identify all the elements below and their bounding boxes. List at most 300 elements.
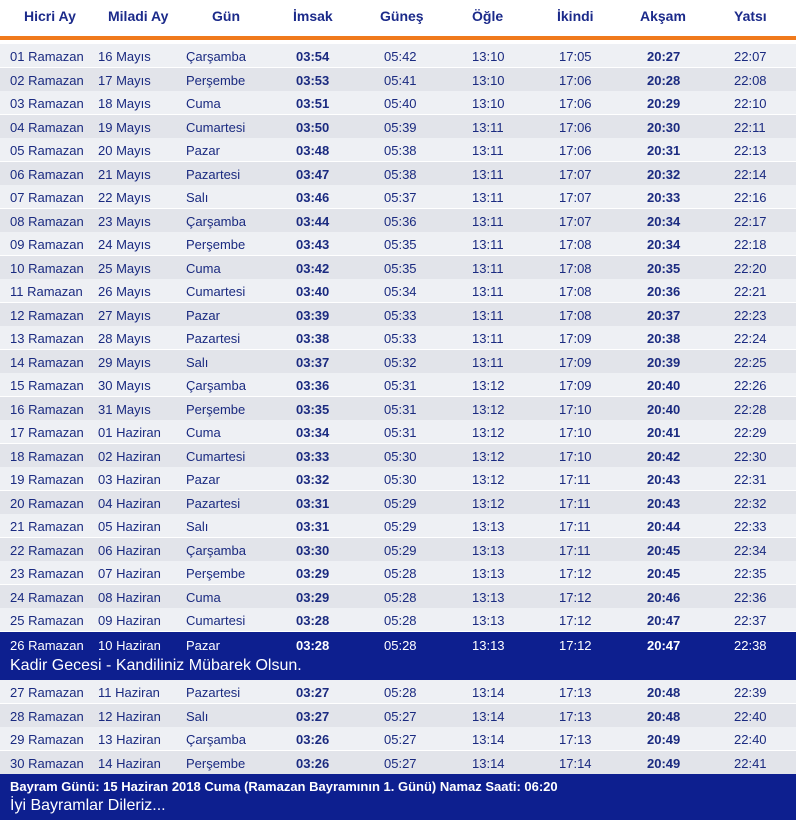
cell-hicri: 28 Ramazan — [10, 708, 84, 724]
cell-gunes: 05:41 — [384, 72, 417, 88]
cell-ogle: 13:11 — [472, 143, 504, 158]
cell-gun: Cumartesi — [186, 119, 246, 135]
cell-aksam: 20:46 — [647, 589, 681, 605]
cell-ikindi: 17:08 — [559, 237, 592, 252]
cell-imsak: 03:26 — [296, 732, 330, 747]
cell-imsak: 03:40 — [296, 284, 330, 299]
cell-miladi: 22 Mayıs — [98, 190, 151, 205]
cell-yatsi: 22:29 — [734, 425, 767, 440]
cell-ikindi: 17:12 — [559, 638, 592, 653]
cell-ogle: 13:10 — [472, 49, 505, 64]
cell-hicri: 10 Ramazan — [10, 260, 84, 276]
header-divider — [0, 36, 796, 40]
cell-yatsi: 22:20 — [734, 260, 767, 276]
cell-ikindi: 17:08 — [559, 260, 592, 276]
cell-hicri: 29 Ramazan — [10, 732, 84, 747]
table-row — [0, 491, 796, 515]
cell-imsak: 03:33 — [296, 448, 330, 464]
cell-hicri: 15 Ramazan — [10, 378, 84, 393]
cell-gun: Pazartesi — [186, 166, 241, 182]
cell-imsak: 03:31 — [296, 519, 330, 534]
cell-miladi: 17 Mayıs — [98, 72, 151, 88]
cell-imsak: 03:28 — [296, 638, 330, 653]
table-row — [0, 350, 796, 374]
cell-gun: Cumartesi — [186, 448, 246, 464]
table-row — [0, 727, 796, 751]
cell-ikindi: 17:09 — [559, 354, 592, 370]
table-row — [0, 373, 796, 397]
cell-aksam: 20:37 — [647, 307, 681, 323]
cell-yatsi: 22:14 — [734, 166, 767, 182]
cell-imsak: 03:50 — [296, 119, 330, 135]
cell-gun: Salı — [186, 354, 209, 370]
cell-hicri: 24 Ramazan — [10, 589, 84, 605]
cell-aksam: 20:49 — [647, 755, 681, 771]
header-miladi-ay: Miladi Ay — [108, 8, 169, 24]
cell-ogle: 13:12 — [472, 425, 505, 440]
cell-miladi: 12 Haziran — [98, 708, 161, 724]
cell-gun: Perşembe — [186, 566, 246, 581]
cell-gunes: 05:28 — [384, 613, 417, 628]
cell-ikindi: 17:10 — [559, 448, 592, 464]
cell-hicri: 20 Ramazan — [10, 495, 84, 511]
cell-miladi: 21 Mayıs — [98, 166, 151, 182]
cell-hicri: 11 Ramazan — [10, 284, 83, 299]
cell-hicri: 09 Ramazan — [10, 237, 84, 252]
cell-aksam: 20:43 — [647, 472, 681, 487]
header-yatsi: Yatsı — [734, 8, 767, 24]
table-row — [0, 585, 796, 609]
cell-yatsi: 22:36 — [734, 589, 767, 605]
cell-gunes: 05:38 — [384, 166, 417, 182]
cell-ogle: 13:14 — [472, 755, 505, 771]
cell-gunes: 05:31 — [384, 401, 417, 417]
bayram-greeting: İyi Bayramlar Dileriz... — [10, 797, 166, 814]
cell-hicri: 02 Ramazan — [10, 72, 84, 88]
cell-hicri: 05 Ramazan — [10, 143, 84, 158]
cell-hicri: 26 Ramazan — [10, 638, 84, 653]
cell-gunes: 05:27 — [384, 755, 417, 771]
cell-gun: Çarşamba — [186, 732, 246, 747]
cell-yatsi: 22:13 — [734, 143, 767, 158]
cell-ogle: 13:13 — [472, 613, 505, 628]
cell-imsak: 03:35 — [296, 401, 330, 417]
table-row — [0, 704, 796, 728]
cell-imsak: 03:34 — [296, 425, 330, 440]
table-row — [0, 162, 796, 186]
cell-imsak: 03:32 — [296, 472, 330, 487]
cell-hicri: 04 Ramazan — [10, 119, 84, 135]
cell-aksam: 20:48 — [647, 708, 681, 724]
cell-hicri: 12 Ramazan — [10, 307, 84, 323]
header-gunes: Güneş — [380, 8, 424, 24]
cell-yatsi: 22:37 — [734, 613, 767, 628]
cell-imsak: 03:39 — [296, 307, 330, 323]
cell-gun: Çarşamba — [186, 49, 246, 64]
cell-yatsi: 22:11 — [734, 119, 766, 135]
cell-miladi: 11 Haziran — [98, 685, 160, 700]
cell-ogle: 13:10 — [472, 96, 505, 111]
table-row — [0, 232, 796, 256]
cell-aksam: 20:35 — [647, 260, 681, 276]
cell-gunes: 05:27 — [384, 708, 417, 724]
table-row — [0, 303, 796, 327]
cell-gun: Cuma — [186, 260, 221, 276]
cell-gunes: 05:28 — [384, 589, 417, 605]
cell-yatsi: 22:28 — [734, 401, 767, 417]
cell-imsak: 03:36 — [296, 378, 330, 393]
cell-miladi: 28 Mayıs — [98, 331, 151, 346]
table-row — [0, 279, 796, 303]
cell-aksam: 20:47 — [647, 638, 681, 653]
cell-ogle: 13:13 — [472, 566, 505, 581]
cell-imsak: 03:48 — [296, 143, 330, 158]
cell-yatsi: 22:10 — [734, 96, 767, 111]
cell-miladi: 25 Mayıs — [98, 260, 151, 276]
cell-ikindi: 17:10 — [559, 425, 592, 440]
table-row — [0, 680, 796, 704]
cell-ogle: 13:12 — [472, 495, 505, 511]
cell-ikindi: 17:13 — [559, 732, 592, 747]
cell-ogle: 13:13 — [472, 589, 505, 605]
cell-aksam: 20:30 — [647, 119, 681, 135]
cell-miladi: 01 Haziran — [98, 425, 161, 440]
cell-imsak: 03:29 — [296, 566, 330, 581]
cell-ogle: 13:10 — [472, 72, 505, 88]
cell-ikindi: 17:12 — [559, 613, 592, 628]
cell-miladi: 24 Mayıs — [98, 237, 151, 252]
cell-aksam: 20:34 — [647, 213, 681, 229]
cell-ogle: 13:14 — [472, 732, 505, 747]
cell-ogle: 13:11 — [472, 331, 504, 346]
cell-yatsi: 22:25 — [734, 354, 767, 370]
cell-ikindi: 17:12 — [559, 566, 592, 581]
header-imsak: İmsak — [293, 8, 333, 24]
cell-imsak: 03:38 — [296, 331, 330, 346]
kadir-gecesi-note: Kadir Gecesi - Kandiliniz Mübarek Olsun. — [10, 657, 302, 674]
cell-ogle: 13:11 — [472, 307, 504, 323]
cell-hicri: 16 Ramazan — [10, 401, 84, 417]
cell-hicri: 17 Ramazan — [10, 425, 84, 440]
cell-yatsi: 22:18 — [734, 237, 767, 252]
cell-yatsi: 22:41 — [734, 755, 767, 771]
cell-hicri: 21 Ramazan — [10, 519, 84, 534]
table-row — [0, 68, 796, 92]
cell-aksam: 20:34 — [647, 237, 681, 252]
cell-gun: Cuma — [186, 589, 221, 605]
cell-gun: Çarşamba — [186, 213, 246, 229]
cell-gun: Perşembe — [186, 401, 246, 417]
cell-ikindi: 17:07 — [559, 190, 592, 205]
table-row — [0, 444, 796, 468]
kadir-gecesi-row — [0, 632, 796, 680]
cell-imsak: 03:47 — [296, 166, 330, 182]
cell-hicri: 08 Ramazan — [10, 213, 84, 229]
cell-hicri: 19 Ramazan — [10, 472, 84, 487]
cell-gun: Cuma — [186, 425, 221, 440]
cell-yatsi: 22:35 — [734, 566, 767, 581]
bayram-info: Bayram Günü: 15 Haziran 2018 Cuma (Ramazan Bayramının 1. Günü) Namaz Saati: 06:20 — [10, 779, 558, 794]
cell-aksam: 20:33 — [647, 190, 681, 205]
cell-ikindi: 17:11 — [559, 495, 591, 511]
cell-ikindi: 17:11 — [559, 519, 591, 534]
cell-yatsi: 22:16 — [734, 190, 767, 205]
cell-ikindi: 17:09 — [559, 378, 592, 393]
cell-miladi: 30 Mayıs — [98, 378, 151, 393]
cell-yatsi: 22:26 — [734, 378, 767, 393]
cell-ikindi: 17:07 — [559, 166, 592, 182]
table-row — [0, 326, 796, 350]
cell-aksam: 20:40 — [647, 378, 681, 393]
cell-miladi: 04 Haziran — [98, 495, 161, 511]
cell-gunes: 05:30 — [384, 448, 417, 464]
cell-gun: Cuma — [186, 96, 221, 111]
cell-hicri: 06 Ramazan — [10, 166, 84, 182]
cell-ogle: 13:11 — [472, 166, 504, 182]
table-row — [0, 751, 796, 775]
cell-hicri: 22 Ramazan — [10, 542, 84, 558]
cell-gunes: 05:36 — [384, 213, 417, 229]
cell-aksam: 20:45 — [647, 566, 681, 581]
bayram-footer — [0, 774, 796, 820]
cell-hicri: 01 Ramazan — [10, 49, 84, 64]
cell-miladi: 13 Haziran — [98, 732, 161, 747]
cell-gunes: 05:28 — [384, 566, 417, 581]
cell-gunes: 05:37 — [384, 190, 417, 205]
cell-yatsi: 22:40 — [734, 732, 767, 747]
cell-ikindi: 17:09 — [559, 331, 592, 346]
cell-ikindi: 17:13 — [559, 685, 592, 700]
cell-gun: Salı — [186, 190, 209, 205]
cell-imsak: 03:37 — [296, 354, 330, 370]
cell-ikindi: 17:07 — [559, 213, 592, 229]
cell-aksam: 20:39 — [647, 354, 681, 370]
cell-ogle: 13:12 — [472, 448, 505, 464]
cell-yatsi: 22:33 — [734, 519, 767, 534]
cell-gun: Salı — [186, 519, 209, 534]
table-row — [0, 44, 796, 68]
cell-imsak: 03:31 — [296, 495, 330, 511]
cell-miladi: 09 Haziran — [98, 613, 161, 628]
cell-aksam: 20:28 — [647, 72, 681, 88]
cell-ogle: 13:11 — [472, 213, 504, 229]
cell-miladi: 31 Mayıs — [98, 401, 151, 417]
cell-ikindi: 17:11 — [559, 542, 591, 558]
cell-ikindi: 17:06 — [559, 96, 592, 111]
table-row — [0, 138, 796, 162]
table-row — [0, 608, 796, 632]
cell-gunes: 05:28 — [384, 685, 417, 700]
cell-imsak: 03:54 — [296, 49, 330, 64]
cell-yatsi: 22:21 — [734, 284, 767, 299]
header-ogle: Öğle — [472, 8, 504, 24]
cell-ogle: 13:11 — [472, 119, 504, 135]
cell-gunes: 05:29 — [384, 542, 417, 558]
cell-yatsi: 22:24 — [734, 331, 767, 346]
cell-miladi: 03 Haziran — [98, 472, 161, 487]
header-hicri-ay: Hicri Ay — [24, 8, 76, 24]
cell-yatsi: 22:39 — [734, 685, 767, 700]
cell-gunes: 05:35 — [384, 237, 417, 252]
cell-ogle: 13:13 — [472, 638, 505, 653]
cell-yatsi: 22:23 — [734, 307, 767, 323]
cell-ogle: 13:12 — [472, 401, 505, 417]
cell-yatsi: 22:31 — [734, 472, 767, 487]
cell-imsak: 03:28 — [296, 613, 330, 628]
cell-ikindi: 17:11 — [559, 472, 591, 487]
cell-gun: Çarşamba — [186, 378, 246, 393]
cell-gun: Perşembe — [186, 72, 246, 88]
cell-gun: Pazartesi — [186, 685, 241, 700]
cell-ikindi: 17:06 — [559, 119, 592, 135]
table-row — [0, 115, 796, 139]
cell-gun: Pazartesi — [186, 495, 241, 511]
cell-aksam: 20:31 — [647, 143, 681, 158]
cell-miladi: 06 Haziran — [98, 542, 161, 558]
cell-hicri: 30 Ramazan — [10, 755, 84, 771]
table-row — [0, 467, 796, 491]
table-row — [0, 209, 796, 233]
cell-yatsi: 22:07 — [734, 49, 767, 64]
table-row — [0, 420, 796, 444]
header-gun: Gün — [212, 8, 240, 24]
cell-imsak: 03:42 — [296, 260, 330, 276]
table-row — [0, 91, 796, 115]
cell-ogle: 13:12 — [472, 472, 505, 487]
cell-gun: Pazar — [186, 307, 220, 323]
cell-ogle: 13:13 — [472, 542, 505, 558]
cell-yatsi: 22:30 — [734, 448, 767, 464]
cell-gunes: 05:40 — [384, 96, 417, 111]
cell-miladi: 20 Mayıs — [98, 143, 151, 158]
cell-yatsi: 22:08 — [734, 72, 767, 88]
cell-ikindi: 17:06 — [559, 72, 592, 88]
cell-hicri: 13 Ramazan — [10, 331, 84, 346]
cell-aksam: 20:36 — [647, 284, 681, 299]
cell-ikindi: 17:14 — [559, 755, 592, 771]
cell-ogle: 13:14 — [472, 685, 505, 700]
header-aksam: Akşam — [640, 8, 686, 24]
cell-miladi: 05 Haziran — [98, 519, 161, 534]
cell-ogle: 13:11 — [472, 354, 504, 370]
cell-imsak: 03:44 — [296, 213, 330, 229]
cell-gunes: 05:28 — [384, 638, 417, 653]
cell-aksam: 20:29 — [647, 96, 681, 111]
cell-ikindi: 17:12 — [559, 589, 592, 605]
cell-gunes: 05:29 — [384, 519, 417, 534]
cell-ogle: 13:11 — [472, 260, 504, 276]
cell-gunes: 05:32 — [384, 354, 417, 370]
cell-gun: Pazar — [186, 143, 220, 158]
cell-miladi: 14 Haziran — [98, 755, 161, 771]
cell-gun: Pazar — [186, 472, 220, 487]
cell-aksam: 20:47 — [647, 613, 681, 628]
cell-gun: Pazar — [186, 638, 220, 653]
cell-aksam: 20:32 — [647, 166, 681, 182]
cell-miladi: 02 Haziran — [98, 448, 161, 464]
cell-ogle: 13:12 — [472, 378, 505, 393]
cell-aksam: 20:49 — [647, 732, 681, 747]
cell-imsak: 03:27 — [296, 685, 330, 700]
cell-ogle: 13:11 — [472, 190, 504, 205]
cell-miladi: 26 Mayıs — [98, 284, 151, 299]
cell-ikindi: 17:08 — [559, 307, 592, 323]
cell-gunes: 05:33 — [384, 307, 417, 323]
cell-aksam: 20:27 — [647, 49, 681, 64]
cell-imsak: 03:29 — [296, 589, 330, 605]
cell-aksam: 20:43 — [647, 495, 681, 511]
cell-imsak: 03:46 — [296, 190, 330, 205]
cell-miladi: 10 Haziran — [98, 638, 161, 653]
cell-miladi: 07 Haziran — [98, 566, 161, 581]
cell-yatsi: 22:34 — [734, 542, 767, 558]
cell-miladi: 18 Mayıs — [98, 96, 151, 111]
cell-aksam: 20:48 — [647, 685, 681, 700]
table-row — [0, 256, 796, 280]
cell-miladi: 23 Mayıs — [98, 213, 151, 229]
cell-miladi: 16 Mayıs — [98, 49, 151, 64]
cell-miladi: 19 Mayıs — [98, 119, 151, 135]
cell-gunes: 05:33 — [384, 331, 417, 346]
cell-gunes: 05:39 — [384, 119, 417, 135]
cell-yatsi: 22:40 — [734, 708, 767, 724]
table-row — [0, 514, 796, 538]
cell-gun: Çarşamba — [186, 542, 246, 558]
cell-gunes: 05:35 — [384, 260, 417, 276]
cell-gunes: 05:42 — [384, 49, 417, 64]
cell-gunes: 05:30 — [384, 472, 417, 487]
cell-ikindi: 17:13 — [559, 708, 592, 724]
cell-ikindi: 17:10 — [559, 401, 592, 417]
cell-gunes: 05:34 — [384, 284, 417, 299]
cell-ikindi: 17:08 — [559, 284, 592, 299]
table-header — [0, 0, 796, 36]
cell-ikindi: 17:06 — [559, 143, 592, 158]
cell-gunes: 05:29 — [384, 495, 417, 511]
cell-hicri: 23 Ramazan — [10, 566, 84, 581]
cell-miladi: 29 Mayıs — [98, 354, 151, 370]
cell-hicri: 14 Ramazan — [10, 354, 84, 370]
cell-aksam: 20:38 — [647, 331, 681, 346]
cell-aksam: 20:42 — [647, 448, 681, 464]
cell-aksam: 20:44 — [647, 519, 681, 534]
cell-miladi: 08 Haziran — [98, 589, 161, 605]
cell-hicri: 27 Ramazan — [10, 685, 84, 700]
cell-hicri: 03 Ramazan — [10, 96, 84, 111]
table-row — [0, 397, 796, 421]
cell-ogle: 13:13 — [472, 519, 505, 534]
cell-hicri: 07 Ramazan — [10, 190, 84, 205]
table-row — [0, 561, 796, 585]
cell-imsak: 03:53 — [296, 72, 330, 88]
cell-gun: Cumartesi — [186, 284, 246, 299]
cell-aksam: 20:45 — [647, 542, 681, 558]
cell-ogle: 13:14 — [472, 708, 505, 724]
cell-gunes: 05:31 — [384, 378, 417, 393]
cell-miladi: 27 Mayıs — [98, 307, 151, 323]
table-row — [0, 538, 796, 562]
cell-ikindi: 17:05 — [559, 49, 592, 64]
cell-hicri: 25 Ramazan — [10, 613, 84, 628]
cell-aksam: 20:40 — [647, 401, 681, 417]
cell-gunes: 05:27 — [384, 732, 417, 747]
cell-imsak: 03:30 — [296, 542, 330, 558]
cell-yatsi: 22:17 — [734, 213, 767, 229]
cell-gun: Perşembe — [186, 755, 246, 771]
cell-gun: Salı — [186, 708, 209, 724]
cell-gun: Pazartesi — [186, 331, 241, 346]
cell-hicri: 18 Ramazan — [10, 448, 84, 464]
